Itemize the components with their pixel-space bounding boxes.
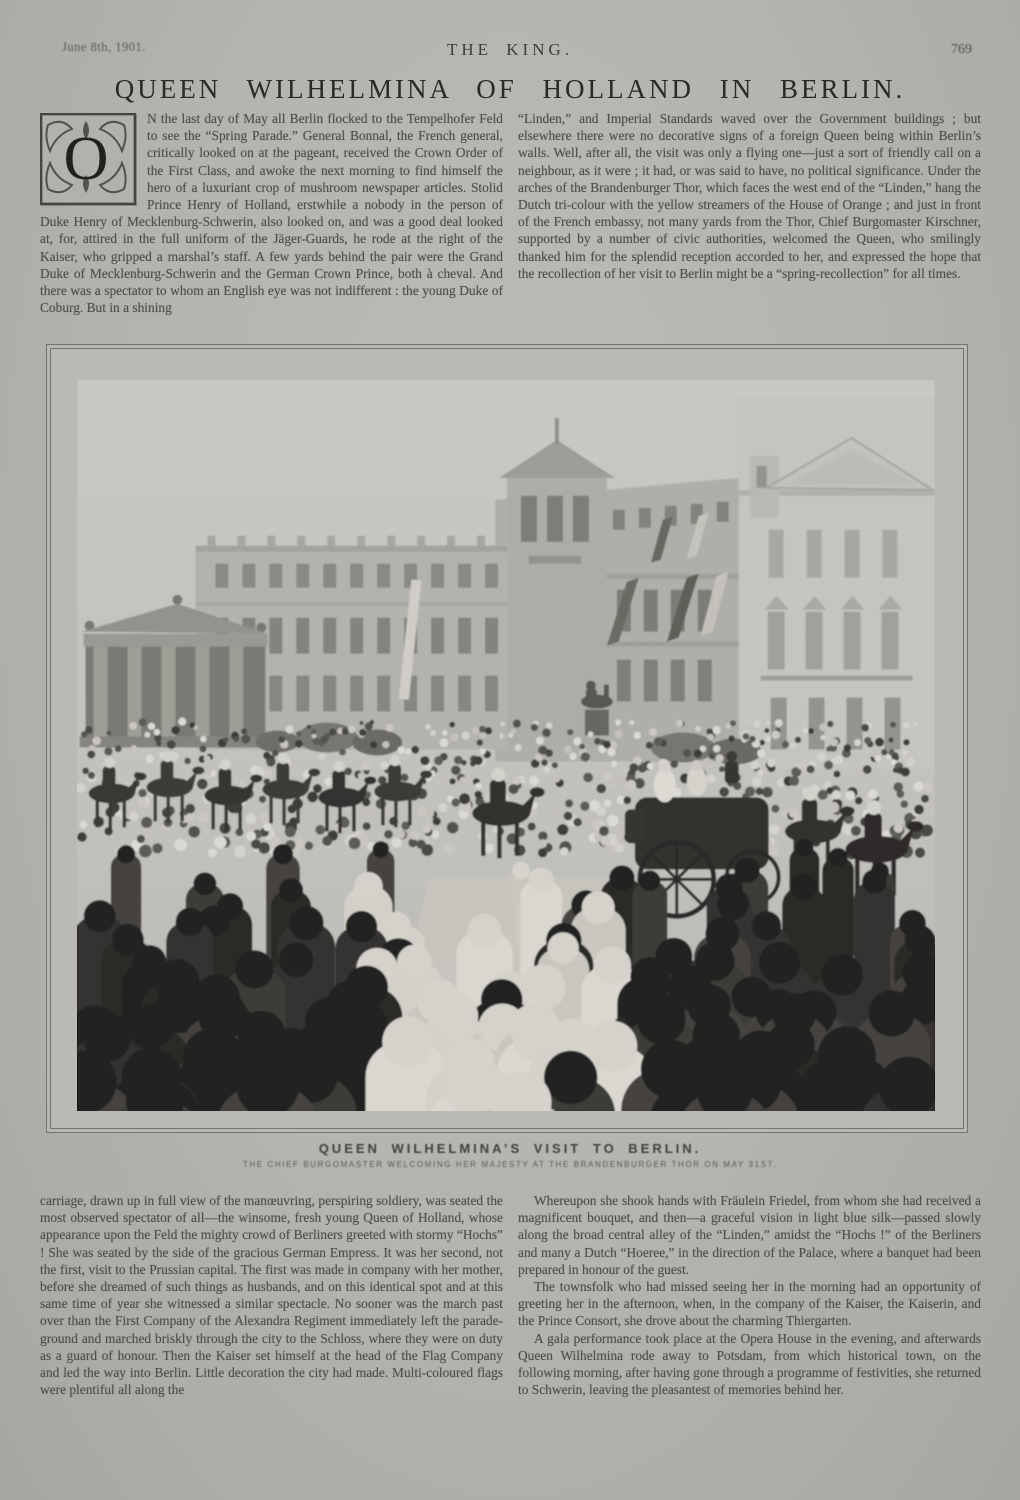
photo-caption: QUEEN WILHELMINA’S VISIT TO BERLIN. <box>318 1141 702 1156</box>
article-headline: QUEEN WILHELMINA OF HOLLAND IN BERLIN. <box>114 74 906 104</box>
svg-text:O: O <box>63 125 109 193</box>
article-lower <box>40 1192 981 1398</box>
paragraph: N the last day of May all Berlin flocked to the Tempelhofer Feld to see the “Spring Parade.” General Bonnal, the French general, critically looked on at the pageant, received the Crown Order of the First Class, and awoke the next morning to find himself the hero of a luxuriant crop of mushroom newspaper articles. Stolid Prince Henry of Holland, erstwhile a nobody in the person of Duke Henry of Mecklenburg-Schwerin, also looked on, and was a good deal looked at, for, attired in the full uniform of the Jäger-Guards, he rode at the right of the Kaiser, who gripped a marshal’s staff. A few yards behind the pair were the Grand Duke of Mecklenburg-Schwerin and the German Crown Prince, both à cheval. And there was a spectator to whom an English eye was not indifferent : the young Duke of Coburg. But in a shining <box>40 111 503 316</box>
page-number: 769 <box>951 42 972 57</box>
dropcap-ornament-icon <box>42 115 130 199</box>
article-lower-col2 <box>518 1192 981 1398</box>
page-header <box>0 40 1020 62</box>
photo-subcaption: THE CHIEF BURGOMASTER WELCOMING HER MAJESTY AT THE BRANDENBURGER THOR ON MAY 31ST. <box>242 1160 778 1169</box>
photo-grain <box>78 380 935 1111</box>
masthead-title: THE KING. <box>446 40 574 59</box>
paragraph: The townsfolk who had missed seeing her in the morning had an opportunity of greeting her in the afternoon, when, in the company of the Kaiser, the Kaiserin, and the Prince Consort, she drove about the charming Thiergarten. <box>518 1279 981 1329</box>
paragraph: A gala performance took place at the Opera House in the evening, and afterwards Queen Wilhelmina rode away to Potsdam, from which historical town, on the following morning, after having gone through a programme of festivities, she returned to Schwerin, leaving the pleasantest of memories behind her. <box>518 1330 981 1398</box>
paragraph: carriage, drawn up in full view of the manœuvring, perspiring soldiery, was seated the most observed spectator of all—the winsome, fresh young Queen of Holland, whose appearance upon the Feld the mighty crowd of Berliners greeted with stormy “Hochs” ! She was seated by the side of the gracious German Empress. It was her second, not the first, visit to the Prussian capital. The first was made in company with her mother, before she dreamed of such things as husbands, and on this identical spot and at this same time of year she witnessed a similar spectacle. No sooner was the march past over than the First Company of the Alexandra Regiment immediately left the parade-ground and marched briskly through the city to the Schloss, where they were on duty as a guard of honour. Then the Kaiser set himself at the head of the Flag Company and led the way into Berlin. Little decoration the city had made. Multi-coloured flags were plentiful all along the <box>40 1193 503 1398</box>
photo-frame <box>46 344 968 1133</box>
paragraph: Whereupon she shook hands with Fräulein Friedel, from whom she had received a magnificent bouquet, and then—a graceful vision in light blue silk—passed slowly along the broad central alley of the “Linden,” amidst the “Hochs !” of the Berliners and many a Dutch “Hoeree,” in the direction of the Palace, where a banquet had been prepared in honour of the guest. <box>518 1193 981 1277</box>
issue-date: June 8th, 1901. <box>62 40 146 54</box>
article-lower-col1 <box>40 1192 503 1398</box>
photograph <box>77 380 935 1111</box>
article-upper <box>40 110 981 316</box>
ornamental-dropcap <box>40 113 136 205</box>
caption-block <box>0 1141 1020 1169</box>
article-upper-col1 <box>40 110 503 316</box>
article-upper-col2 <box>518 110 981 316</box>
paragraph: “Linden,” and Imperial Standards waved over the Government buildings ; but elsewhere there were no decorative signs of a foreign Queen being within Berlin’s walls. Well, after all, the visit was only a flying one—just a sort of friendly call on a neighbour, as it were ; it had, or was said to have, no political significance. Under the arches of the Brandenburger Thor, which faces the west end of the “Linden,” hang the Dutch tri-colour with the yellow streamers of the House of Orange ; and just in front of the French embassy, not many yards from the Thor, Chief Burgomaster Kirschner, supported by a number of civic authorities, welcomed the Queen, who smilingly thanked him for the splendid reception accorded to her, and expressed the hope that the recollection of her visit to Berlin might be a “spring-recollection” for all times. <box>518 111 981 281</box>
